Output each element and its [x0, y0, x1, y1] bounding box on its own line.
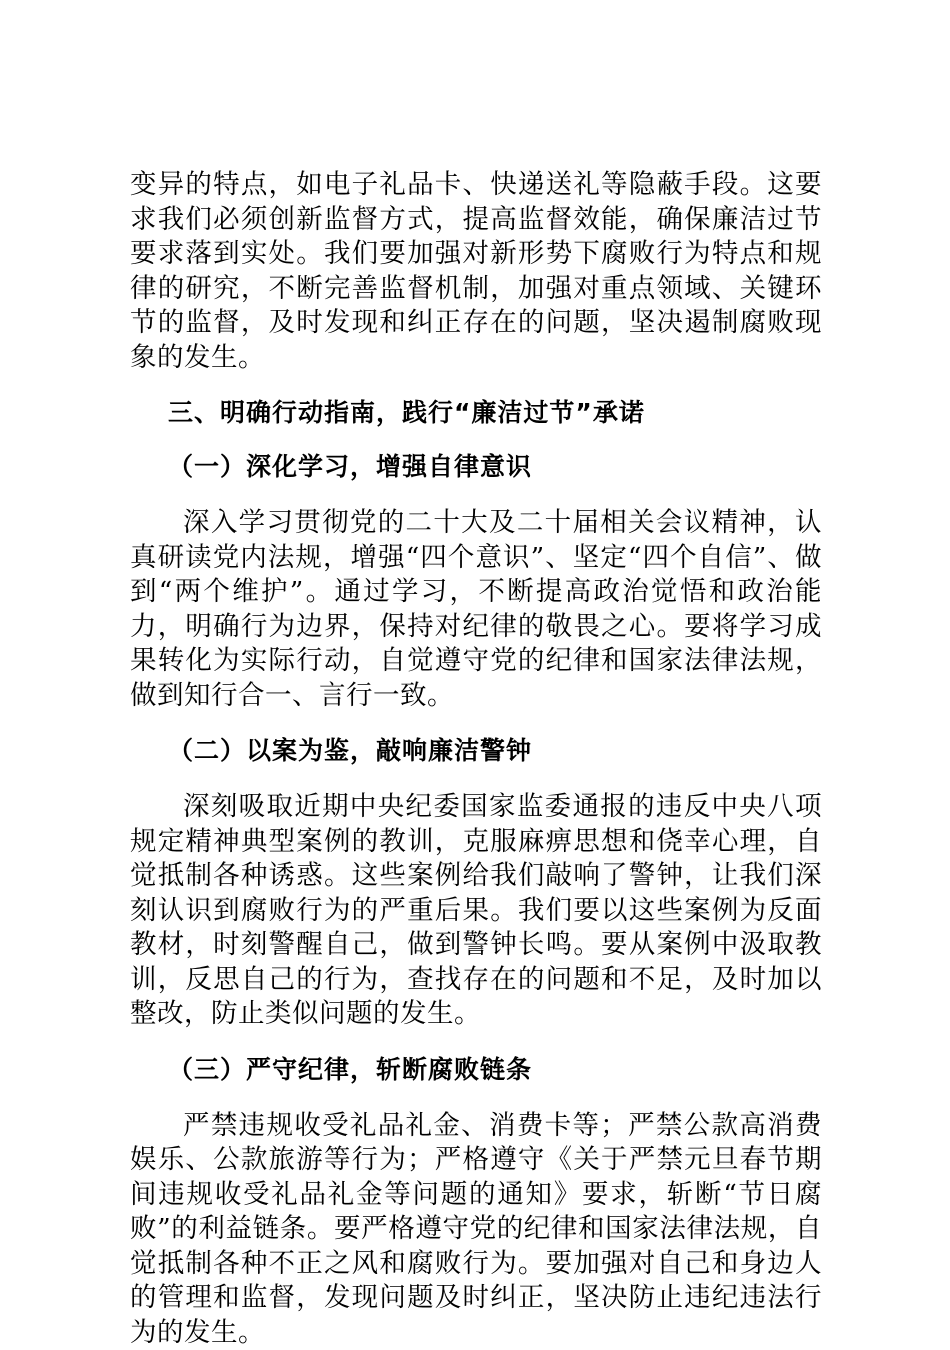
- paragraph-discipline: 严禁违规收受礼品礼金、消费卡等；严禁公款高消费娱乐、公款旅游等行为；严格遵守《关于严禁元旦春节期间违规收受礼品礼金等问题的通知》要求，斩断“节日腐败”的利益链条。要严格遵守党的纪律和国家法律法规，自觉抵制各种不正之风和腐败行为。要加强对自己和身边人的管理和监督，发现问题及时纠正，坚决防止违纪违法行为的发生。: [130, 1109, 822, 1350]
- document-body: [130, 168, 822, 1350]
- spacer: [130, 768, 822, 790]
- spacer: [130, 375, 822, 396]
- subsection-heading-3: （三）严守纪律，斩断腐败链条: [130, 1053, 822, 1087]
- paragraph-study: 深入学习贯彻党的二十大及二十届相关会议精神，认真研读党内法规，增强“四个意识”、坚定“四个自信”、做到“两个维护”。通过学习，不断提高政治觉悟和政治能力，明确行为边界，保持对纪律的敬畏之心。要将学习成果转化为实际行动，自觉遵守党的纪律和国家法律法规，做到知行合一、言行一致。: [130, 506, 822, 713]
- subsection-heading-1: （一）深化学习，增强自律意识: [130, 450, 822, 484]
- spacer: [130, 1032, 822, 1053]
- spacer: [130, 1087, 822, 1109]
- spacer: [130, 484, 822, 506]
- section-heading: 三、明确行动指南，践行“廉洁过节”承诺: [130, 396, 822, 430]
- subsection-heading-2: （二）以案为鉴，敲响廉洁警钟: [130, 734, 822, 768]
- spacer: [130, 430, 822, 450]
- paragraph-intro: 变异的特点，如电子礼品卡、快递送礼等隐蔽手段。这要求我们必须创新监督方式，提高监督效能，确保廉洁过节要求落到实处。我们要加强对新形势下腐败行为特点和规律的研究，不断完善监督机制，加强对重点领域、关键环节的监督，及时发现和纠正存在的问题，坚决遏制腐败现象的发生。: [130, 168, 822, 375]
- paragraph-cases: 深刻吸取近期中央纪委国家监委通报的违反中央八项规定精神典型案例的教训，克服麻痹思想和侥幸心理，自觉抵制各种诱惑。这些案例给我们敲响了警钟，让我们深刻认识到腐败行为的严重后果。我们要以这些案例为反面教材，时刻警醒自己，做到警钟长鸣。要从案例中汲取教训，反思自己的行为，查找存在的问题和不足，及时加以整改，防止类似问题的发生。: [130, 790, 822, 1032]
- spacer: [130, 713, 822, 734]
